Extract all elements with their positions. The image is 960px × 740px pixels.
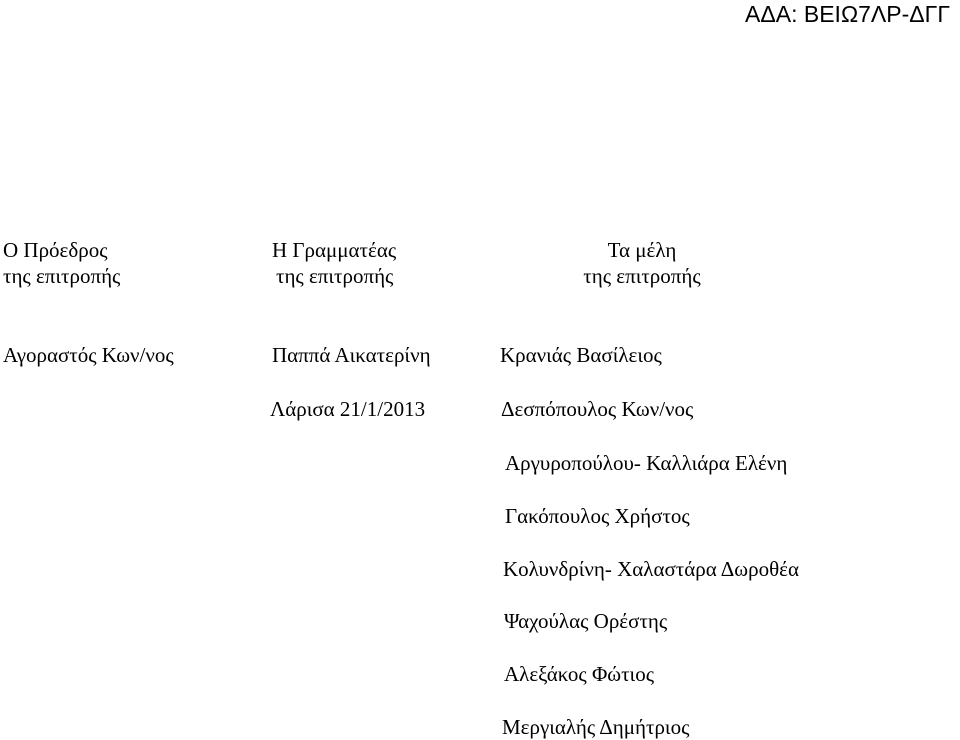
members-committee-label: της επιτροπής [583,264,701,288]
president-committee-label: της επιτροπής [3,264,121,288]
president-title: Ο Πρόεδρος [3,238,108,262]
member-name: Ψαχούλας Ορέστης [504,609,668,633]
ada-code: ΑΔΑ: ΒΕΙΩ7ΛΡ-ΔΓΓ [745,1,950,27]
secretary-title: Η Γραμματέας [272,238,397,262]
members-title: Τα μέλη [607,238,677,262]
member-name: Γακόπουλος Χρήστος [505,504,690,528]
president-name: Αγοραστός Κων/νος [3,343,174,367]
member-name: Αλεξάκος Φώτιος [504,662,655,686]
member-name: Κολυνδρίνη- Χαλαστάρα Δωροθέα [503,557,799,581]
member-name: Κρανιάς Βασίλειος [500,343,662,367]
secretary-committee-label: της επιτροπής [276,264,394,288]
secretary-name: Παππά Αικατερίνη [272,343,431,367]
place-date: Λάρισα 21/1/2013 [270,397,426,421]
member-name: Δεσπόπουλος Κων/νος [501,397,694,421]
member-name: Μεργιαλής Δημήτριος [502,715,690,739]
member-name: Αργυροπούλου- Καλλιάρα Ελένη [505,451,788,475]
